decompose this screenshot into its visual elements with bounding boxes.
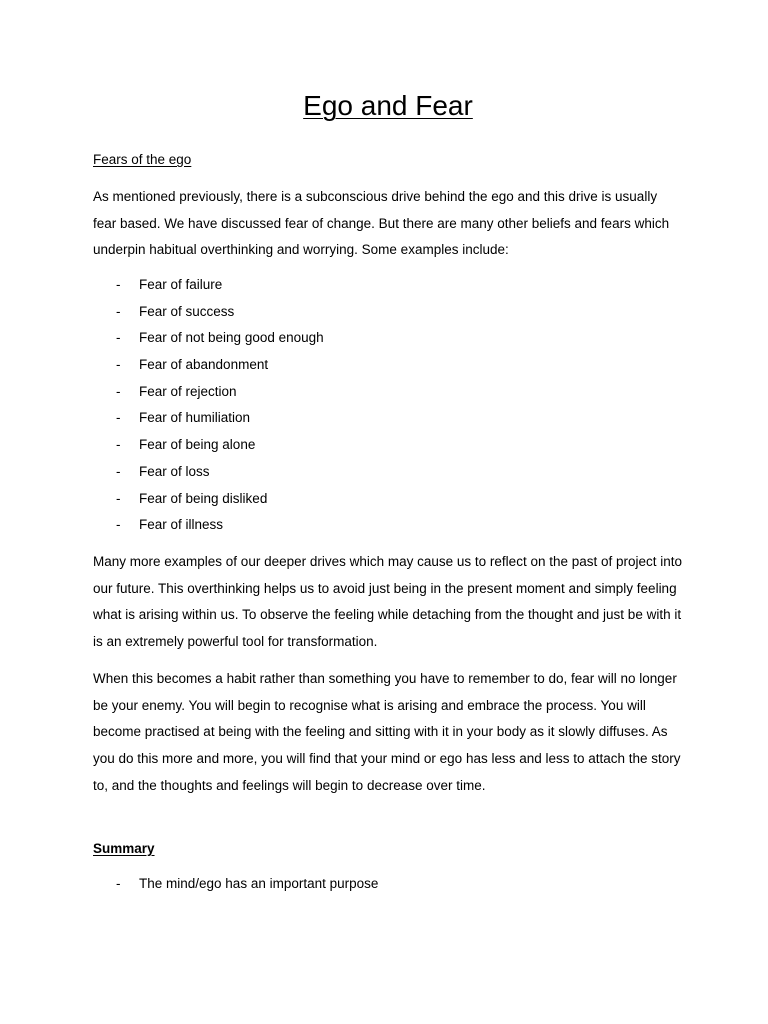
- bullet-dash: -: [116, 330, 121, 346]
- bullet-dash: -: [116, 383, 121, 399]
- bullet-dash: -: [116, 410, 121, 426]
- paragraph-deeper-drives: Many more examples of our deeper drives which may cause us to reflect on the past of project into our future. This overthinking helps us to avoid just being in the present moment and simply feeling what is arising within us. To observe the feeling while detaching from the thought and just be with it is an extremely powerful tool for transformation.: [93, 554, 683, 650]
- document-title: Ego and Fear: [303, 90, 473, 121]
- bullet-dash: -: [116, 357, 121, 373]
- bullet-dash: -: [116, 490, 121, 506]
- bullet-dash: -: [116, 463, 121, 479]
- section-heading-summary: Summary: [93, 841, 155, 856]
- bullet-dash: -: [116, 876, 121, 891]
- bullet-dash: -: [116, 303, 121, 319]
- bullet-dash: -: [116, 437, 121, 453]
- bullet-dash: -: [116, 517, 121, 533]
- bullet-dash: -: [116, 277, 121, 292]
- paragraph-habit: When this becomes a habit rather than something you have to remember to do, fear will no longer be your enemy. You will begin to recognise what is arising and embrace the process. You will become practised at being with the feeling and sitting with it in your body as it slowly diffuses. As you do this more and more, you will find that your mind or ego has less and less to attach the story to, and the thoughts and feelings will begin to decrease over time.: [93, 671, 681, 793]
- section-heading-fears-of-the-ego: Fears of the ego: [93, 152, 192, 167]
- intro-paragraph: As mentioned previously, there is a subconscious drive behind the ego and this drive is usually fear based. We have discussed fear of change. But there are many other beliefs and fears which underpin habitual overthinking and worrying. Some examples include:: [93, 189, 670, 258]
